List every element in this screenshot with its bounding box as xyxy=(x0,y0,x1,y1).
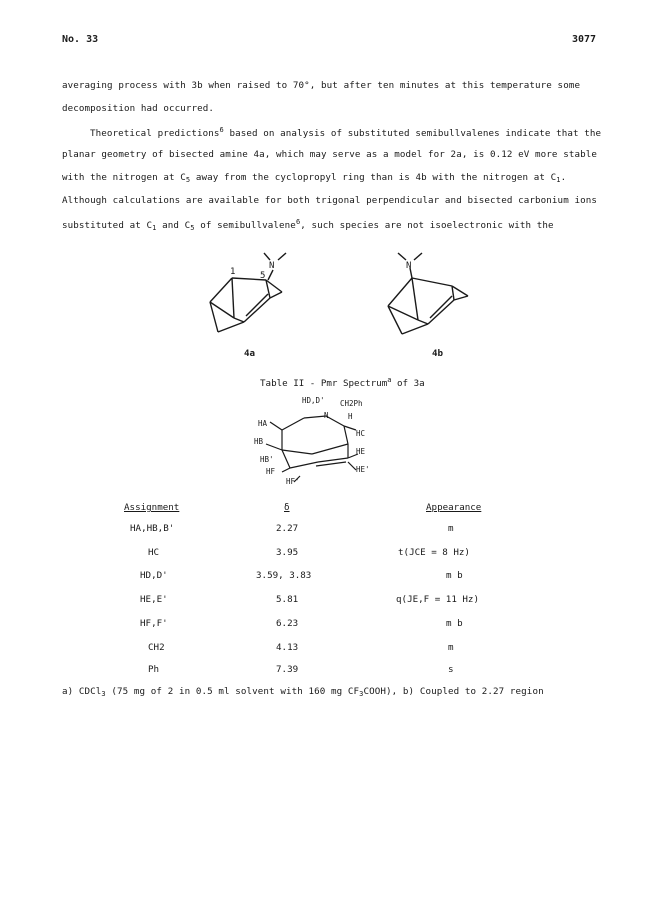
structure-4b xyxy=(370,240,490,350)
h-d-label: HD,D' xyxy=(302,396,325,405)
row-delta: 3.95 xyxy=(276,547,299,558)
page-number: 3077 xyxy=(572,34,597,45)
para2-line2: planar geometry of bisected amine 4a, which may serve as a model for 2a, is 0.12 eV more stable xyxy=(62,149,597,160)
row-delta: 7.39 xyxy=(276,664,299,675)
row-delta: 4.13 xyxy=(276,642,299,653)
row-assignment: HE,E' xyxy=(140,594,168,605)
h-b-prime-label: HB' xyxy=(260,455,274,464)
structure-3a xyxy=(252,392,382,492)
table-footnote: a) CDCl$_3$ (75 mg of 2 in 0.5 ml solvent with 160 mg $CF_3COOH$), b) Coupled to 2.27 region xyxy=(62,686,544,698)
position-1-label: 1 xyxy=(230,267,236,277)
h-f-label: HF xyxy=(266,467,276,476)
nitrogen-label: N xyxy=(406,261,412,271)
h-a-label: HA xyxy=(258,419,268,428)
para2-line5: substituted at $C_1$ and $C_5$ of semibullvalene$^6$, such species are not isoelectronic with the xyxy=(62,218,554,232)
row-delta: 3.59, 3.83 xyxy=(256,570,312,581)
structure-4a-label: 4a xyxy=(244,348,256,359)
header-appearance: Appearance xyxy=(426,502,482,513)
h-f-prime-label: HF' xyxy=(286,477,300,486)
row-appearance: m b xyxy=(446,570,463,581)
table-caption: Table II - Pmr Spectrum$^a$ of 3a xyxy=(260,376,425,389)
position-5-label: 5 xyxy=(260,271,266,281)
h-e-prime-label: HE' xyxy=(356,465,370,474)
h-e-label: HE xyxy=(356,447,366,456)
nitrogen-label: N xyxy=(324,411,329,420)
h-c-label: HC xyxy=(356,429,366,438)
row-assignment: HC xyxy=(148,547,160,558)
para2-line3: with the nitrogen at $C_5$ away from the cyclopropyl ring than is 4b with the nitrogen at $C_1$. xyxy=(62,172,567,184)
nitrogen-label: N xyxy=(269,261,275,271)
h-b-label: HB xyxy=(254,437,264,446)
header-assignment: Assignment xyxy=(124,502,180,513)
structure-4a xyxy=(190,240,310,350)
row-appearance: m xyxy=(448,523,454,534)
h-label: H xyxy=(348,412,353,421)
row-delta: 6.23 xyxy=(276,618,299,629)
row-assignment: CH2 xyxy=(148,642,165,653)
para1-line1: averaging process with 3b when raised to 70°, but after ten minutes at this temperature some xyxy=(62,80,581,91)
row-appearance: m xyxy=(448,642,454,653)
row-assignment: HA,HB,B' xyxy=(130,523,175,534)
row-assignment: HF,F' xyxy=(140,618,168,629)
row-assignment: HD,D' xyxy=(140,570,168,581)
structure-4b-label: 4b xyxy=(432,348,444,359)
row-appearance: m b xyxy=(446,618,463,629)
header-delta: δ xyxy=(284,502,290,513)
row-delta: 5.81 xyxy=(276,594,299,605)
row-appearance: t(JCE = 8 Hz) xyxy=(398,547,470,558)
journal-issue-number: No. 33 xyxy=(62,34,99,45)
para1-line2: decomposition had occurred. xyxy=(62,103,215,114)
para2-line1: Theoretical predictions$^6$ based on analysis of substituted semibullvalenes indicate that the xyxy=(90,126,602,139)
row-appearance: s xyxy=(448,664,454,675)
row-assignment: Ph xyxy=(148,664,160,675)
para2-line4: Although calculations are available for both trigonal perpendicular and bisected carbonium ions xyxy=(62,195,597,206)
row-delta: 2.27 xyxy=(276,523,299,534)
row-appearance: q(JE,F = 11 Hz) xyxy=(396,594,479,605)
ch2ph-label: CH2Ph xyxy=(340,399,363,408)
